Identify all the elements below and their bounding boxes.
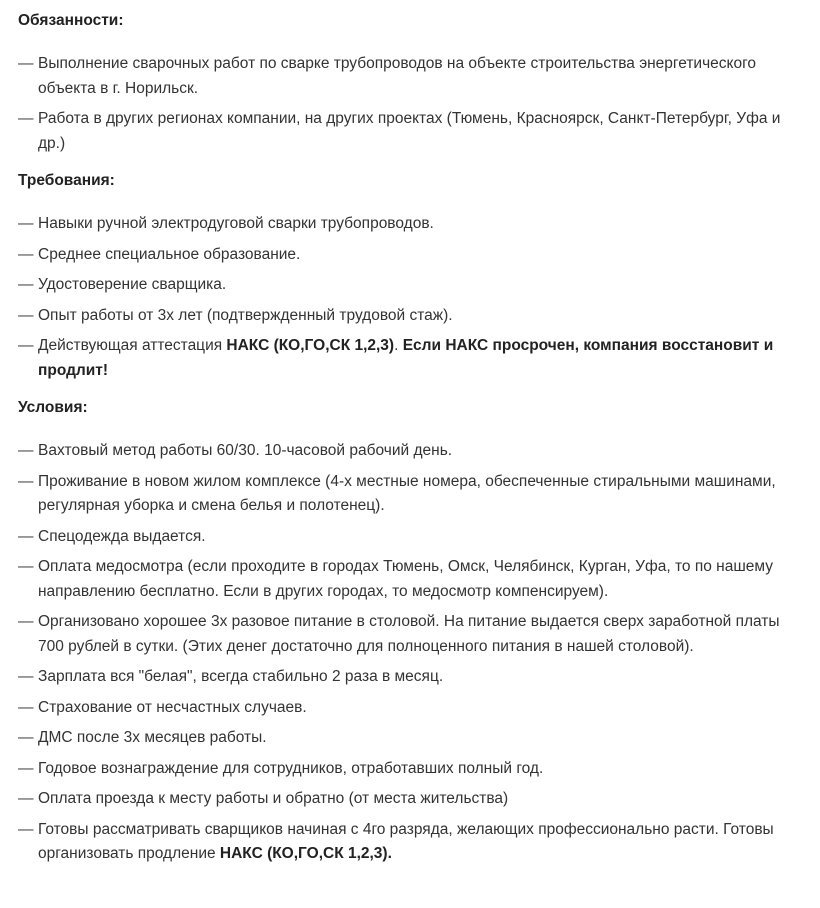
item-text: Опыт работы от 3х лет (подтвержденный трудовой стаж).	[38, 306, 453, 324]
list-item	[18, 818, 808, 867]
list-item	[18, 243, 808, 268]
item-text: Оплата медосмотра (если проходите в городах Тюмень, Омск, Челябинск, Курган, Уфа, то по нашему направлению бесплатно. Если в других городах, то медосмотр компенсируем).	[38, 558, 773, 600]
dash-bullet-icon: —	[18, 306, 34, 324]
bold-text: НАКС (КО,ГО,СК 1,2,3)	[226, 337, 395, 354]
dash-bullet-icon: —	[18, 820, 34, 838]
dash-bullet-icon: —	[18, 729, 34, 746]
dash-bullet-icon: —	[18, 245, 34, 263]
item-text: Среднее специальное образование.	[38, 245, 301, 263]
dash-bullet-icon: —	[18, 55, 34, 72]
list-item	[18, 665, 808, 690]
dash-bullet-icon: —	[18, 276, 34, 293]
item-text: Навыки ручной электродуговой сварки трубопроводов.	[38, 215, 434, 232]
dash-bullet-icon: —	[18, 215, 34, 232]
list-item	[18, 334, 808, 383]
bullet-list	[18, 212, 808, 383]
item-text: Готовы рассматривать сварщиков начиная с 4го разряда, желающих профессионально расти. Готовы организовать продление	[38, 820, 774, 862]
item-text: Страхование от несчастных случаев.	[38, 698, 307, 716]
item-text: Удостоверение сварщика.	[38, 276, 227, 293]
dash-bullet-icon: —	[18, 759, 34, 777]
dash-bullet-icon: —	[18, 337, 34, 354]
item-text: .	[394, 337, 403, 354]
item-text: Работа в других регионах компании, на других проектах (Тюмень, Красноярск, Санкт-Петербург, Уфа и др.)	[38, 110, 781, 152]
list-item	[18, 525, 808, 550]
list-item	[18, 470, 808, 519]
dash-bullet-icon: —	[18, 790, 34, 807]
section-responsibilities	[18, 10, 808, 170]
section-title: Условия:	[18, 399, 88, 416]
item-text: Выполнение сварочных работ по сварке трубопроводов на объекте строительства энергетического объекта в г. Норильск.	[38, 55, 757, 97]
list-item	[18, 52, 808, 101]
item-text: Зарплата вся "белая", всегда стабильно 2 раза в месяц.	[38, 668, 444, 685]
bold-text: Если НАКС просрочен, компания восстановит и продлит!	[38, 337, 774, 379]
dash-bullet-icon: —	[18, 613, 34, 630]
dash-bullet-icon: —	[18, 558, 34, 575]
section-conditions	[18, 397, 808, 881]
item-text: Спецодежда выдается.	[38, 527, 206, 545]
list-item	[18, 212, 808, 237]
list-item	[18, 555, 808, 604]
list-item	[18, 696, 808, 721]
dash-bullet-icon: —	[18, 110, 34, 127]
item-text: Оплата проезда к месту работы и обратно (от места жительства)	[38, 790, 509, 807]
list-item	[18, 439, 808, 464]
section-requirements	[18, 170, 808, 397]
section-title: Обязанности:	[18, 12, 124, 29]
item-text: Организовано хорошее 3х разовое питание в столовой. На питание выдается сверх заработной платы 700 рублей в сутки. (Этих денег достаточно для полноценного питания в нашей столовой).	[38, 613, 780, 655]
list-item	[18, 304, 808, 329]
section-title: Требования:	[18, 172, 115, 189]
item-text: Действующая аттестация	[38, 337, 227, 354]
dash-bullet-icon: —	[18, 527, 34, 545]
list-item	[18, 787, 808, 812]
item-text: Вахтовый метод работы 60/30. 10-часовой рабочий день.	[38, 442, 453, 459]
dash-bullet-icon: —	[18, 442, 34, 459]
list-item	[18, 610, 808, 659]
item-text: Проживание в новом жилом комплексе (4-х местные номера, обеспеченные стиральными машинами, регулярная уборка и смена белья и полотенец).	[38, 472, 776, 514]
item-text: ДМС после 3х месяцев работы.	[38, 729, 267, 746]
list-item	[18, 726, 808, 751]
list-item	[18, 757, 808, 782]
list-item	[18, 107, 808, 156]
bullet-list	[18, 52, 808, 156]
dash-bullet-icon: —	[18, 472, 34, 490]
list-item	[18, 273, 808, 298]
bullet-list	[18, 439, 808, 867]
dash-bullet-icon: —	[18, 668, 34, 685]
item-text: Годовое вознаграждение для сотрудников, отработавших полный год.	[38, 759, 544, 777]
bold-text: НАКС (КО,ГО,СК 1,2,3).	[219, 845, 392, 862]
dash-bullet-icon: —	[18, 698, 34, 716]
